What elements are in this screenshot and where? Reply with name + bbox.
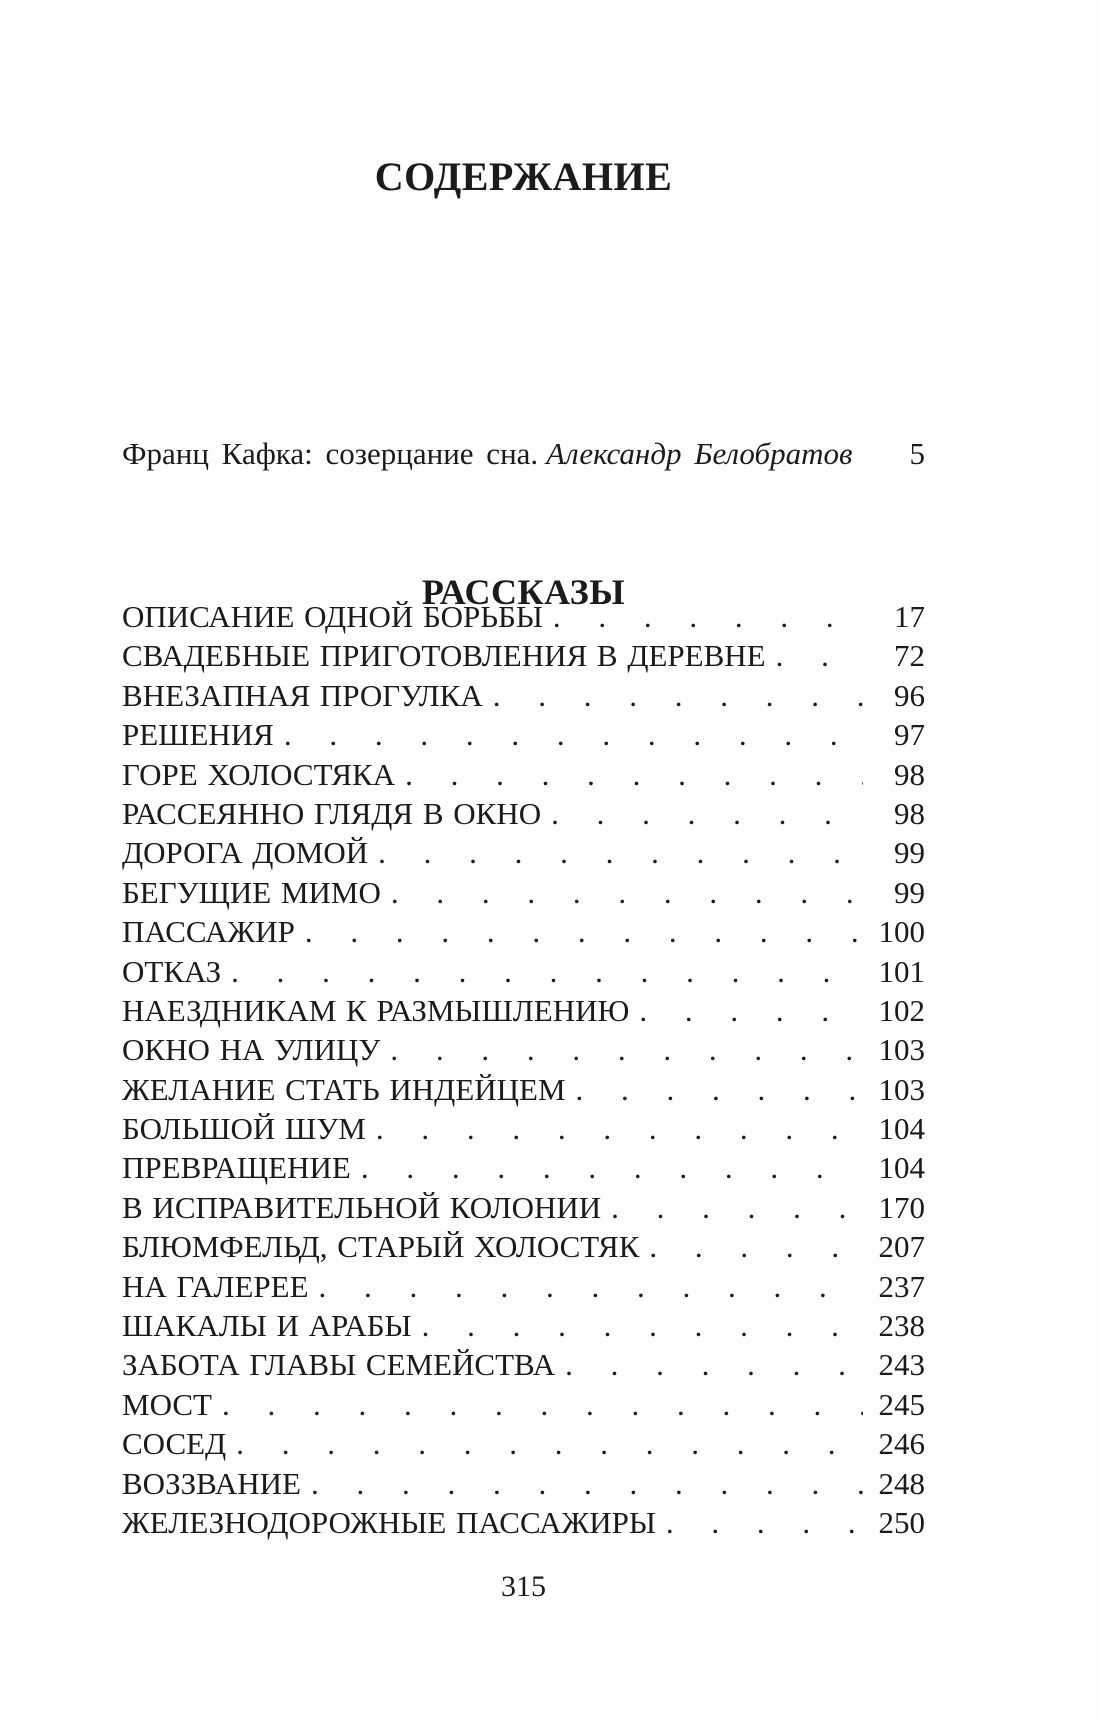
toc-entry-page-number: 96 [894, 677, 925, 713]
toc-row [122, 796, 925, 835]
toc-entry-page-number: 248 [878, 1465, 925, 1501]
dot-leader [274, 717, 863, 753]
toc-row [122, 1387, 925, 1426]
dot-leader [380, 1032, 863, 1068]
toc-entry-page-number: 170 [878, 1189, 925, 1225]
intro-entry-author: Александр Белобратов [546, 436, 853, 471]
toc-entry-page-number: 97 [894, 717, 925, 753]
dot-leader [351, 1150, 863, 1186]
toc-list [122, 599, 925, 1544]
toc-entry-title: СОСЕД [122, 1426, 227, 1462]
toc-entry-page-number: 103 [878, 1071, 925, 1107]
dot-leader [601, 1190, 863, 1226]
toc-entry-page-number: 72 [894, 638, 925, 674]
toc-entry-title: ДОРОГА ДОМОЙ [122, 835, 369, 871]
dot-leader [412, 1308, 863, 1344]
toc-entry-page-number: 207 [878, 1229, 925, 1265]
toc-row [122, 1269, 925, 1308]
toc-entry-page-number: 104 [878, 1111, 925, 1147]
toc-entry-page-number: 245 [878, 1386, 925, 1422]
toc-row [122, 1347, 925, 1386]
toc-entry-title: ОПИСАНИЕ ОДНОЙ БОРЬБЫ [122, 599, 543, 634]
toc-row [122, 993, 925, 1032]
dot-leader [852, 436, 863, 472]
toc-row [122, 914, 925, 953]
toc-entry-page-number: 103 [878, 1032, 925, 1068]
toc-entry-title: ПАССАЖИР [122, 914, 295, 950]
toc-entry-page-number: 104 [878, 1150, 925, 1186]
toc-entry-title: ОКНО НА УЛИЦУ [122, 1032, 381, 1068]
toc-entry-page-number: 243 [878, 1347, 925, 1383]
toc-entry-title: РЕШЕНИЯ [122, 717, 274, 753]
intro-entry-text: Франц Кафка: созерцание сна. [122, 436, 539, 471]
toc-entry-page-number: 102 [878, 992, 925, 1028]
intro-entry-page-number: 5 [909, 436, 925, 471]
toc-row [122, 1150, 925, 1189]
toc-entry-title: БОЛЬШОЙ ШУМ [122, 1111, 366, 1147]
toc-entry-title: ПРЕВРАЩЕНИЕ [122, 1150, 351, 1186]
toc-entry-title: ГОРЕ ХОЛОСТЯКА [122, 756, 396, 792]
toc-entry-title: НА ГАЛЕРЕЕ [122, 1268, 309, 1304]
toc-row [122, 757, 925, 796]
dot-leader [226, 1426, 863, 1462]
toc-row [122, 1032, 925, 1071]
toc-entry-page-number: 237 [878, 1268, 925, 1304]
toc-entry-page-number: 17 [894, 599, 925, 634]
toc-row [122, 638, 925, 677]
toc-entry-title: СВАДЕБНЫЕ ПРИГОТОВЛЕНИЯ В ДЕРЕВНЕ [122, 638, 766, 674]
toc-entry-page-number: 101 [878, 953, 925, 989]
toc-entry-title: ВНЕЗАПНАЯ ПРОГУЛКА [122, 677, 483, 713]
toc-entry-title: МОСТ [122, 1386, 212, 1422]
dot-leader [309, 1269, 863, 1305]
toc-entry-title: НАЕЗДНИКАМ К РАЗМЫШЛЕНИЮ [122, 992, 630, 1028]
toc-row [122, 1308, 925, 1347]
footer-page-number: 315 [501, 1570, 546, 1603]
toc-entry-page-number: 98 [894, 795, 925, 831]
dot-leader [483, 678, 863, 714]
toc-entry-page-number: 238 [878, 1308, 925, 1344]
dot-leader [381, 875, 863, 911]
dot-leader [543, 599, 863, 635]
toc-entry-title: ШАКАЛЫ И АРАБЫ [122, 1308, 412, 1344]
section-header: РАССКАЗЫ [421, 571, 626, 612]
toc-row [122, 1229, 925, 1268]
toc-entry-title: БЛЮМФЕЛЬД, СТАРЫЙ ХОЛОСТЯК [122, 1229, 640, 1265]
toc-entry-page-number: 98 [894, 756, 925, 792]
toc-entry-page-number: 250 [878, 1504, 925, 1540]
toc-entry-title: БЕГУЩИЕ МИМО [122, 874, 381, 910]
dot-leader [566, 1072, 863, 1108]
toc-row [122, 599, 925, 638]
toc-entry-title: РАССЕЯННО ГЛЯДЯ В ОКНО [122, 795, 542, 831]
dot-leader [555, 1347, 863, 1383]
toc-row [122, 1505, 925, 1544]
toc-row [122, 875, 925, 914]
toc-row [122, 1072, 925, 1111]
dot-leader [395, 757, 863, 793]
toc-row [122, 1111, 925, 1150]
dot-leader [221, 954, 863, 990]
toc-entry-title: ЖЕЛЕЗНОДОРОЖНЫЕ ПАССАЖИРЫ [122, 1504, 656, 1540]
toc-entry-page-number: 100 [878, 914, 925, 950]
toc-entry-page-number: 99 [894, 835, 925, 871]
toc-row [122, 835, 925, 874]
toc-entry-title: В ИСПРАВИТЕЛЬНОЙ КОЛОНИИ [122, 1189, 602, 1225]
toc-row [122, 717, 925, 756]
toc-row [122, 1466, 925, 1505]
toc-row [122, 678, 925, 717]
dot-leader [295, 914, 863, 950]
dot-leader [301, 1466, 863, 1502]
toc-entry-page-number: 246 [878, 1426, 925, 1462]
dot-leader [366, 1111, 863, 1147]
toc-entry-title: ЗАБОТА ГЛАВЫ СЕМЕЙСТВА [122, 1347, 556, 1383]
toc-row [122, 1190, 925, 1229]
toc-row [122, 954, 925, 993]
page-title: СОДЕРЖАНИЕ [374, 153, 673, 199]
dot-leader [212, 1387, 863, 1423]
dot-leader [656, 1505, 863, 1541]
toc-entry-title: ОТКАЗ [122, 953, 222, 989]
toc-entry-title: ВОЗЗВАНИЕ [122, 1465, 301, 1501]
dot-leader [368, 835, 863, 871]
toc-entry-page-number: 99 [894, 874, 925, 910]
dot-leader [541, 796, 863, 832]
dot-leader [639, 1229, 863, 1265]
toc-row [122, 1426, 925, 1465]
intro-entry-row [122, 436, 925, 472]
toc-entry-title: ЖЕЛАНИЕ СТАТЬ ИНДЕЙЦЕМ [122, 1071, 566, 1107]
dot-leader [629, 993, 863, 1029]
dot-leader [766, 638, 863, 674]
